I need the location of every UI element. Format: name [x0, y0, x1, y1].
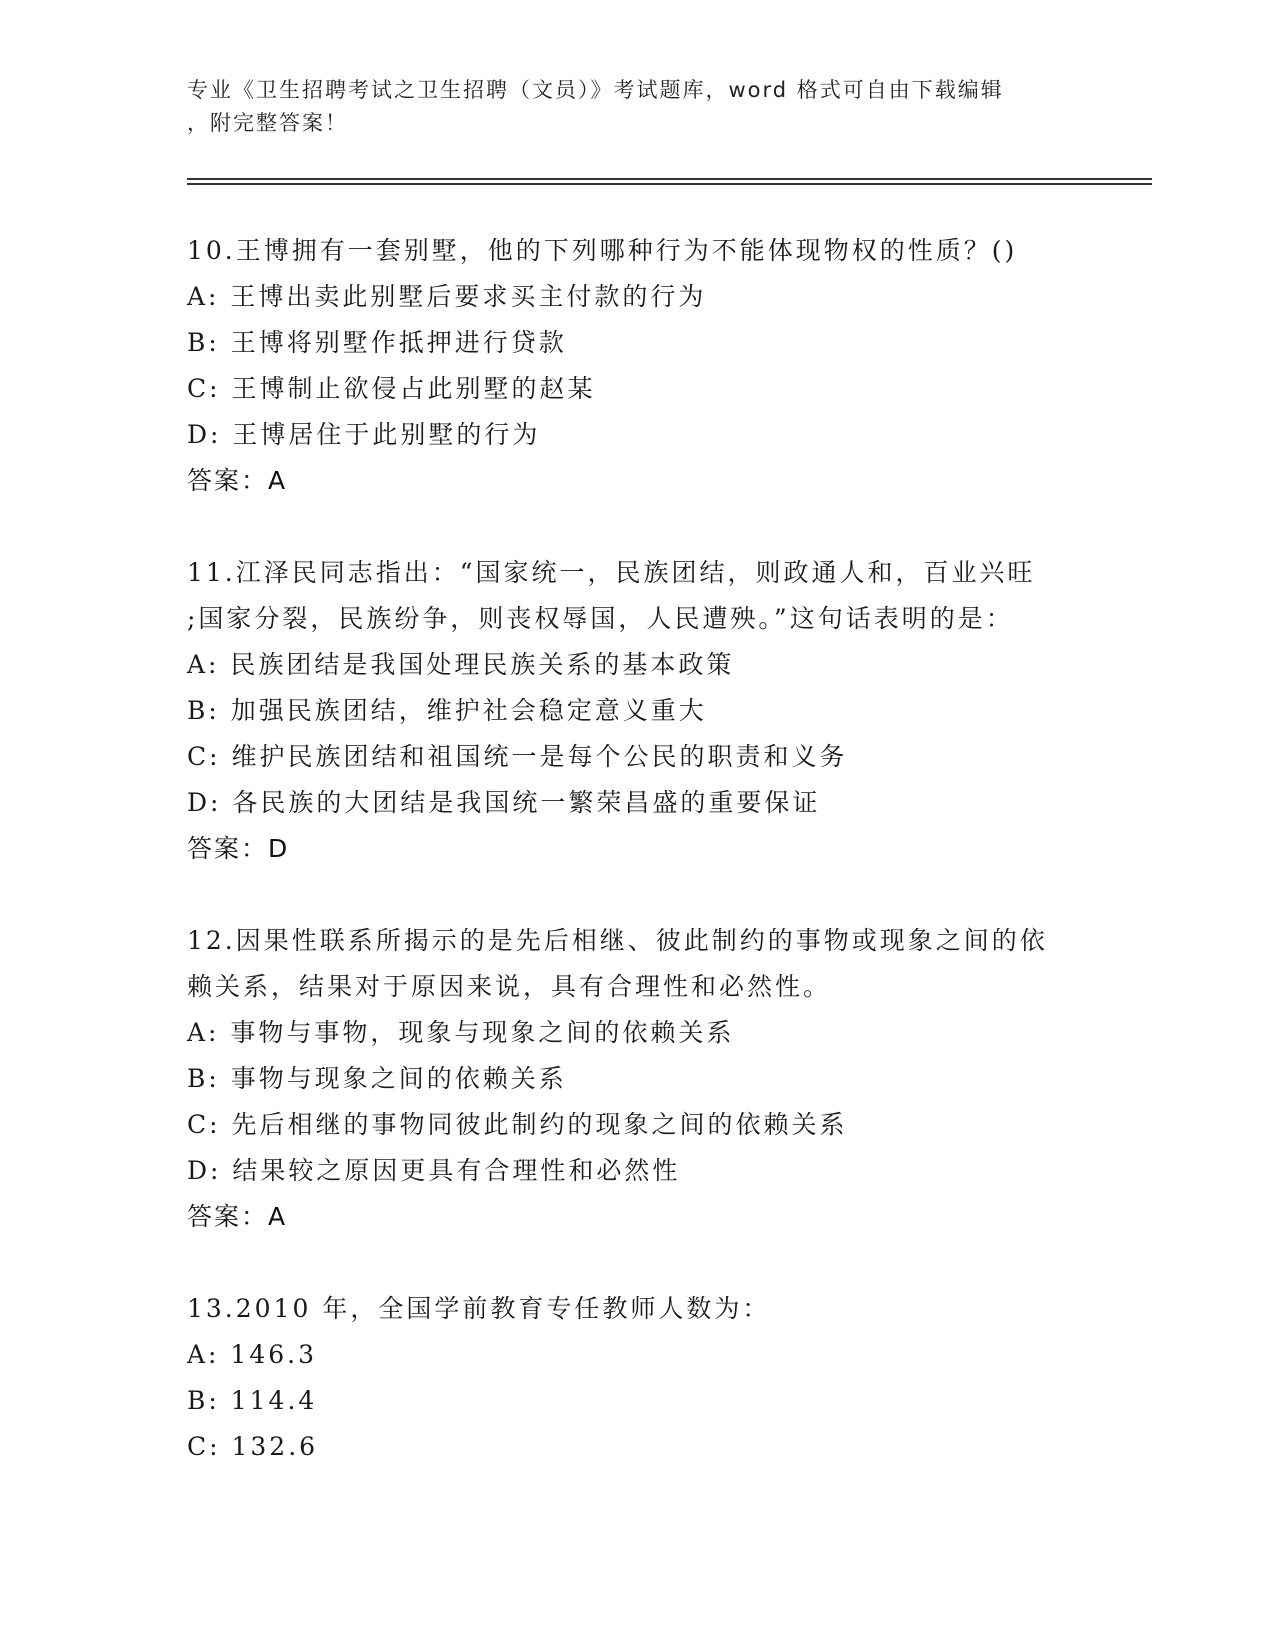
stem-line: 13.2010 年，全国学前教育专任教师人数为： [187, 1294, 771, 1323]
stem-line: 10.王博拥有一套别墅，他的下列哪种行为不能体现物权的性质？() [187, 236, 1018, 265]
stem-line: 赖关系，结果对于原因来说，具有合理性和必然性。 [187, 972, 832, 1001]
header-line-1: 专业《卫生招聘考试之卫生招聘（文员）》考试题库，word 格式可自由下载编辑 [187, 78, 1004, 102]
answer-label: 答案：A [187, 466, 288, 495]
option-a: A: 146.3 [187, 1340, 317, 1369]
option-b: B: 王博将别墅作抵押进行贷款 [187, 328, 567, 357]
answer-label: 答案：A [187, 1202, 288, 1231]
option-a: A: 民族团结是我国处理民族关系的基本政策 [187, 650, 735, 679]
option-d: D: 结果较之原因更具有合理性和必然性 [187, 1156, 681, 1185]
question-stem [187, 228, 1087, 274]
answer-label: 答案：D [187, 834, 290, 863]
option-a: A: 王博出卖此别墅后要求买主付款的行为 [187, 282, 707, 311]
option-c: C: 王博制止欲侵占此别墅的赵某 [187, 374, 596, 403]
stem-line: ;国家分裂，民族纷争，则丧权辱国，人民遭殃。”这句话表明的是： [187, 604, 1014, 633]
option-b: B: 114.4 [187, 1386, 318, 1415]
question-stem [187, 1286, 1087, 1332]
option-c: C: 先后相继的事物同彼此制约的现象之间的依赖关系 [187, 1110, 848, 1139]
option-b: B: 事物与现象之间的依赖关系 [187, 1064, 567, 1093]
header-divider-bottom [187, 183, 1152, 185]
question-10 [187, 228, 1087, 504]
option-c: C: 维护民族团结和祖国统一是每个公民的职责和义务 [187, 742, 848, 771]
question-12 [187, 918, 1087, 1240]
option-a: A: 事物与事物，现象与现象之间的依赖关系 [187, 1018, 735, 1047]
document-header [187, 74, 1067, 140]
header-line-2: ，附完整答案！ [187, 111, 348, 135]
question-11 [187, 550, 1087, 872]
option-d: D: 各民族的大团结是我国统一繁荣昌盛的重要保证 [187, 788, 821, 817]
question-list [187, 228, 1087, 1516]
option-b: B: 加强民族团结，维护社会稳定意义重大 [187, 696, 707, 725]
question-stem [187, 550, 1087, 642]
option-c: C: 132.6 [187, 1432, 319, 1461]
stem-line: 11.江泽民同志指出：“国家统一，民族团结，则政通人和，百业兴旺 [187, 558, 1036, 587]
option-d: D: 王博居住于此别墅的行为 [187, 420, 541, 449]
question-13 [187, 1286, 1087, 1470]
header-divider-top [187, 178, 1152, 180]
stem-line: 12.因果性联系所揭示的是先后相继、彼此制约的事物或现象之间的依 [187, 926, 1048, 955]
question-stem [187, 918, 1087, 1010]
